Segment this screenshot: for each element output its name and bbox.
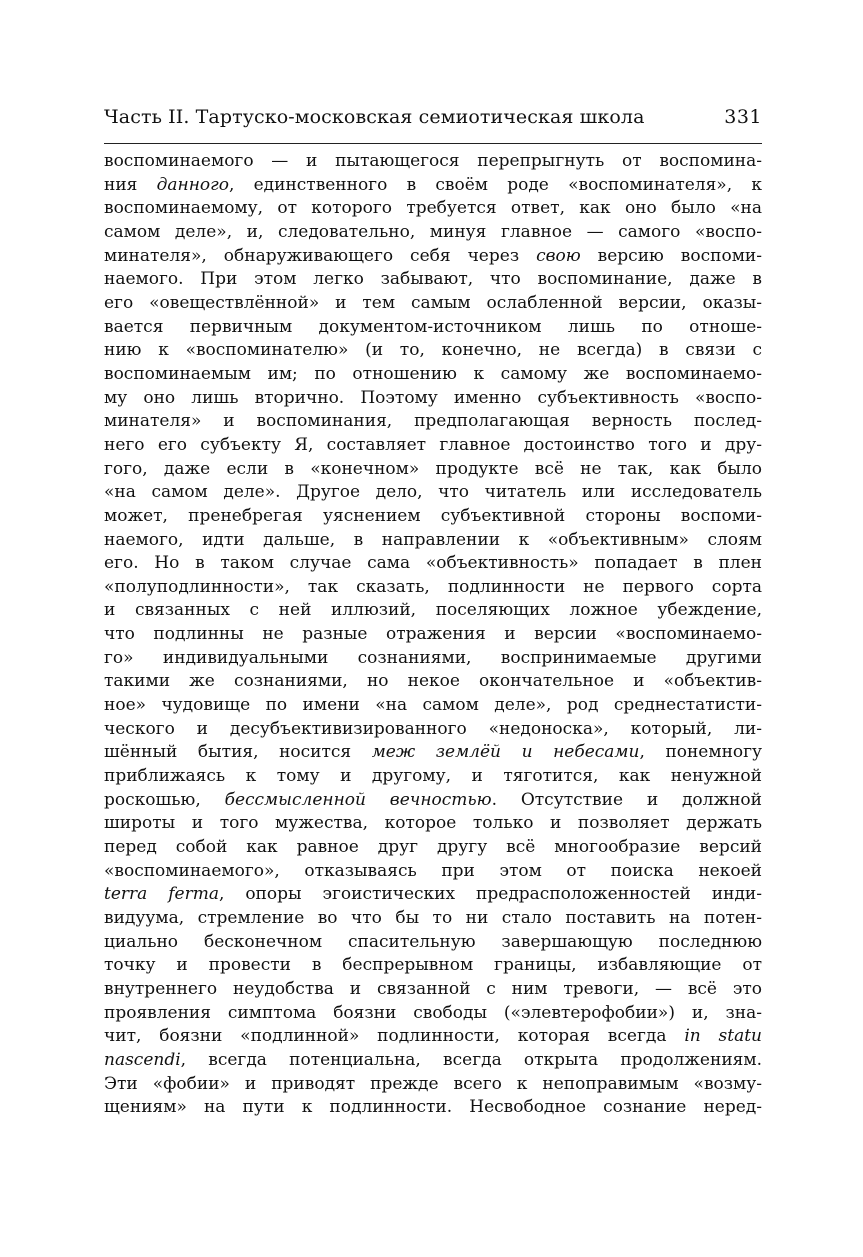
text-segment: циально бесконечном спасительную завершающую последнюю (104, 931, 762, 952)
text-line (104, 552, 762, 576)
text-segment: воспоминаемым им; по отношению к самому же воспоминаемо- (104, 363, 762, 384)
text-line (104, 529, 762, 553)
text-segment: вается первичным документом-источником лишь по отноше- (104, 316, 762, 337)
text-segment: наемого, идти дальше, в направлении к «объективным» слоям (104, 529, 762, 550)
text-segment: перед собой как равное друг другу всё многообразие версий (104, 837, 762, 858)
text-line (104, 316, 762, 340)
text-line (104, 694, 762, 718)
text-segment: может, пренебрегая уяснением субъективной стороны воспоми- (104, 505, 762, 526)
text-segment: «воспоминаемого», отказываясь при этом от поиска некоей (104, 860, 762, 881)
text-segment: Эти «фобии» и приводят прежде всего к непоправимым «возму- (104, 1073, 762, 1094)
text-line (104, 860, 762, 884)
text-line (104, 1073, 762, 1097)
italic-text: меж землёй и небесами (371, 742, 640, 763)
text-segment: нию к «воспоминателю» (и то, конечно, не всегда) в связи с (104, 340, 762, 361)
text-line (104, 812, 762, 836)
text-segment: , единственного в своём роде «воспоминателя», к (228, 174, 762, 195)
text-segment: проявления симптома боязни свободы («элевтерофобии») и, зна- (104, 1002, 762, 1023)
text-line (104, 623, 762, 647)
text-segment: роскошью, (104, 789, 225, 810)
italic-text: terra ferma (104, 884, 219, 905)
running-header (104, 106, 762, 136)
text-segment: воспоминаемого — и пытающегося перепрыгнуть от воспомина- (104, 151, 762, 171)
text-segment: точку и провести в беспрерывном границы, избавляющие от (104, 955, 762, 976)
text-segment: версию воспоми- (580, 245, 762, 266)
text-segment: ное» чудовище по имени «на самом деле», род среднестатисти- (104, 695, 762, 716)
text-segment: воспоминаемому, от которого требуется ответ, как оно было «на (104, 198, 762, 219)
text-line (104, 741, 762, 765)
text-line (104, 245, 762, 269)
text-line (104, 670, 762, 694)
text-segment: широты и того мужества, которое только и позволяет держать (104, 813, 762, 834)
text-line (104, 1025, 762, 1049)
italic-text: данного (156, 174, 229, 195)
text-segment: «полуподлинности», так сказать, подлинности не первого сорта (104, 576, 762, 597)
text-line (104, 481, 762, 505)
text-line (104, 883, 762, 907)
text-segment: что подлинны не разные отражения и версии «воспоминаемо- (104, 624, 762, 645)
text-line (104, 931, 762, 955)
text-line (104, 410, 762, 434)
text-segment: . Отсутствие и должной (491, 789, 762, 810)
text-line (104, 197, 762, 221)
text-line (104, 576, 762, 600)
text-line (104, 836, 762, 860)
text-segment: «на самом деле». Другое дело, что читатель или исследователь (104, 482, 762, 503)
text-line (104, 954, 762, 978)
text-line (104, 458, 762, 482)
text-segment: чит, боязни «подлинной» подлинности, которая всегда (104, 1026, 685, 1047)
text-line (104, 150, 762, 174)
text-segment: гого, даже если в «конечном» продукте всё не так, как было (104, 458, 762, 479)
text-line (104, 1002, 762, 1026)
text-segment: него его субъекту Я, составляет главное достоинство того и дру- (104, 434, 762, 455)
italic-text: nascendi (104, 1049, 181, 1070)
text-segment: внутреннего неудобства и связанной с ним тревоги, — всё это (104, 978, 762, 999)
text-line (104, 363, 762, 387)
text-segment: самом деле», и, следовательно, минуя главное — самого «воспо- (104, 221, 762, 242)
text-segment: му оно лишь вторично. Поэтому именно субъективность «воспо- (104, 387, 762, 408)
italic-text: свою (536, 245, 581, 266)
text-segment: его. Но в таком случае сама «объективность» попадает в плен (104, 553, 762, 574)
text-line (104, 268, 762, 292)
text-segment: , всегда потенциальна, всегда открыта продолжениям. (180, 1049, 762, 1070)
text-line (104, 387, 762, 411)
running-header-title: Часть II. Тартуско-московская семиотическая школа (104, 106, 645, 128)
text-line (104, 339, 762, 363)
text-segment: шённый бытия, носится (104, 742, 372, 763)
text-segment: , опоры эгоистических предрасположенностей инди- (218, 884, 762, 905)
text-line (104, 174, 762, 198)
text-line (104, 434, 762, 458)
text-line (104, 292, 762, 316)
page-number: 331 (724, 106, 762, 128)
text-line (104, 907, 762, 931)
text-line (104, 765, 762, 789)
text-line (104, 1049, 762, 1073)
text-segment: приближаясь к тому и другому, и тяготится, как ненужной (104, 766, 762, 787)
text-line (104, 718, 762, 742)
text-line (104, 1096, 762, 1120)
text-segment: наемого. При этом легко забывают, что воспоминание, даже в (104, 269, 762, 290)
text-segment: ния (104, 174, 157, 195)
text-segment: его «овеществлённой» и тем самым ослабленной версии, оказы- (104, 292, 762, 313)
text-line (104, 599, 762, 623)
text-segment: ческого и десубъективизированного «недоноска», который, ли- (104, 718, 762, 739)
text-line (104, 789, 762, 813)
body-text (104, 150, 762, 1120)
text-line (104, 505, 762, 529)
text-segment: , понемногу (639, 742, 763, 763)
italic-text: in statu (684, 1026, 762, 1047)
text-line (104, 647, 762, 671)
text-line (104, 221, 762, 245)
text-segment: щениям» на пути к подлинности. Несвободное сознание неред- (104, 1097, 762, 1118)
text-segment: минателя», обнаруживающего себя через (104, 245, 537, 266)
text-segment: го» индивидуальными сознаниями, воспринимаемые другими (104, 647, 762, 668)
text-segment: минателя» и воспоминания, предполагающая верность послед- (104, 411, 762, 432)
text-segment: видуума, стремление во что бы то ни стало поставить на потен- (104, 908, 762, 928)
italic-text: бессмысленной вечностью (224, 789, 492, 810)
text-segment: такими же сознаниями, но некое окончательное и «объектив- (104, 671, 762, 692)
header-rule (104, 143, 762, 144)
text-line (104, 978, 762, 1002)
text-segment: и связанных с ней иллюзий, поселяющих ложное убеждение, (104, 600, 762, 621)
